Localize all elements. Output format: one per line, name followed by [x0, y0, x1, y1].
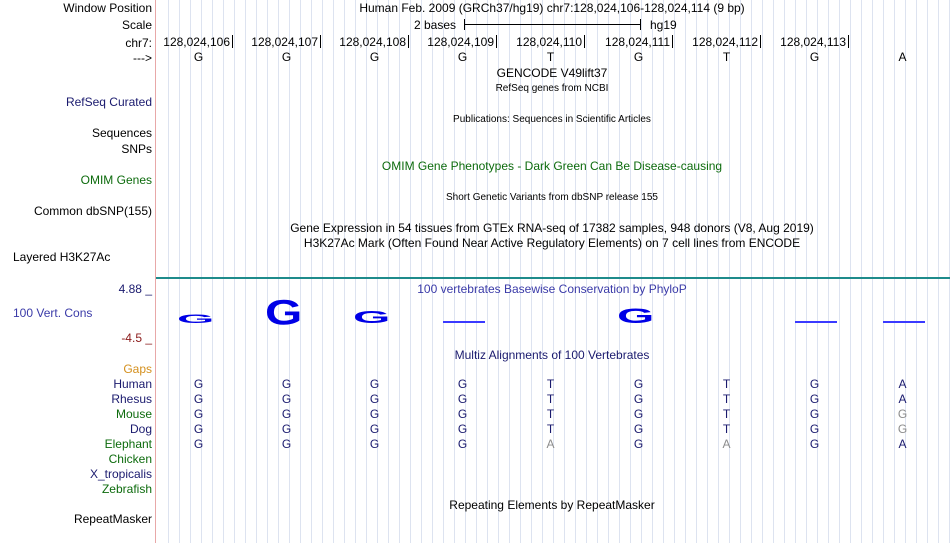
gridline: [245, 0, 246, 543]
gridline: [289, 0, 290, 543]
aligned-base: G: [193, 437, 204, 451]
gridline: [432, 0, 433, 543]
gridline: [674, 0, 675, 543]
aligned-base: G: [457, 437, 468, 451]
conservation-logo-letter: G: [264, 293, 302, 333]
gridline: [322, 0, 323, 543]
gridline: [234, 0, 235, 543]
window-position-label: Window Position: [63, 1, 152, 15]
aligned-base: G: [369, 437, 380, 451]
phylop-track-label[interactable]: 100 Vert. Cons: [13, 306, 93, 320]
base-letter: T: [546, 50, 555, 64]
strand-label: --->: [133, 51, 152, 65]
aligned-base: T: [722, 422, 731, 436]
position-tick: [408, 35, 409, 48]
gridline: [212, 0, 213, 543]
gridline: [190, 0, 191, 543]
h3k27ac-track-label[interactable]: Layered H3K27Ac: [13, 250, 111, 264]
base-letter: G: [633, 50, 644, 64]
gridline: [179, 0, 180, 543]
conservation-logo-letter: G: [352, 307, 390, 328]
phylop-track-title[interactable]: 100 vertebrates Basewise Conservation by PhyloP: [417, 282, 687, 296]
gridline: [465, 0, 466, 543]
gridline: [718, 0, 719, 543]
aligned-base: G: [457, 422, 468, 436]
gencode-track-title[interactable]: GENCODE V49lift37: [496, 66, 608, 80]
gridline: [828, 0, 829, 543]
aligned-base: G: [281, 437, 292, 451]
aligned-base: G: [809, 392, 820, 406]
dbsnp-track-title[interactable]: Short Genetic Variants from dbSNP release 155: [446, 192, 658, 203]
position-tick: [320, 35, 321, 48]
aligned-base: G: [809, 377, 820, 391]
base-letter: G: [457, 50, 468, 64]
position-tick: [496, 35, 497, 48]
gridline: [905, 0, 906, 543]
conservation-logo-letter: G: [616, 304, 654, 329]
aligned-base: G: [633, 407, 644, 421]
gridline: [641, 0, 642, 543]
aligned-base: G: [897, 422, 908, 436]
aligned-base: G: [369, 407, 380, 421]
species-label-chicken[interactable]: Chicken: [108, 452, 152, 466]
gridline: [938, 0, 939, 543]
base-letter: G: [369, 50, 380, 64]
conservation-logo-dash: [883, 321, 925, 323]
repeatmasker-track-title[interactable]: Repeating Elements by RepeatMasker: [449, 498, 655, 512]
gridline: [806, 0, 807, 543]
gridline: [839, 0, 840, 543]
species-label-x_tropicalis[interactable]: X_tropicalis: [89, 467, 152, 481]
conservation-logo-letter: G: [176, 312, 214, 326]
gridline: [267, 0, 268, 543]
dbsnp-track-label[interactable]: Common dbSNP(155): [33, 204, 152, 218]
aligned-base: T: [722, 407, 731, 421]
gridline: [410, 0, 411, 543]
base-letter: G: [193, 50, 204, 64]
gridline: [399, 0, 400, 543]
aligned-base: G: [369, 392, 380, 406]
aligned-base: G: [281, 422, 292, 436]
aligned-base: T: [546, 392, 555, 406]
gridline: [388, 0, 389, 543]
gridline: [454, 0, 455, 543]
gridline: [223, 0, 224, 543]
aligned-base: G: [809, 437, 820, 451]
aligned-base: G: [281, 392, 292, 406]
species-label-dog[interactable]: Dog: [129, 422, 152, 436]
gridline: [784, 0, 785, 543]
aligned-base: G: [897, 407, 908, 421]
position-label: 128,024,106: [163, 35, 230, 49]
species-label-zebrafish[interactable]: Zebrafish: [101, 482, 152, 496]
aligned-base: A: [898, 392, 907, 406]
gridline: [762, 0, 763, 543]
aligned-base: G: [633, 422, 644, 436]
aligned-base: G: [369, 377, 380, 391]
aligned-base: T: [546, 422, 555, 436]
base-letter: T: [722, 50, 731, 64]
gtex-track-title[interactable]: Gene Expression in 54 tissues from GTEx RNA-seq of 17382 samples, 948 donors (V8, Aug 2019): [290, 221, 814, 235]
scale-bar: [464, 24, 640, 25]
sequences-track-label[interactable]: Sequences: [91, 126, 152, 140]
species-label-mouse[interactable]: Mouse: [115, 407, 152, 421]
position-label: 128,024,107: [251, 35, 318, 49]
gridline: [300, 0, 301, 543]
gridline: [443, 0, 444, 543]
aligned-base: G: [281, 407, 292, 421]
conservation-logo-dash: [795, 321, 837, 323]
repeatmasker-track-label[interactable]: RepeatMasker: [73, 512, 152, 526]
window-position-value: Human Feb. 2009 (GRCh37/hg19) chr7:128,024,106-128,024,114 (9 bp): [359, 1, 745, 15]
gridline: [366, 0, 367, 543]
gridline: [663, 0, 664, 543]
position-tick: [848, 35, 849, 48]
aligned-base: A: [546, 437, 555, 451]
aligned-base: G: [633, 377, 644, 391]
refseq-track-label[interactable]: RefSeq Curated: [65, 95, 152, 109]
scale-assembly: hg19: [650, 18, 677, 32]
gridline: [795, 0, 796, 543]
gridline: [861, 0, 862, 543]
aligned-base: G: [809, 407, 820, 421]
gridline: [685, 0, 686, 543]
aligned-base: G: [281, 377, 292, 391]
aligned-base: G: [457, 377, 468, 391]
aligned-base: G: [193, 377, 204, 391]
chromosome-label: chr7:: [125, 36, 152, 50]
position-label: 128,024,109: [427, 35, 494, 49]
species-label-human[interactable]: Human: [113, 377, 152, 391]
position-label: 128,024,108: [339, 35, 406, 49]
base-letter: G: [809, 50, 820, 64]
gridline: [630, 0, 631, 543]
gridline: [751, 0, 752, 543]
multiz-track-title[interactable]: Multiz Alignments of 100 Vertebrates: [454, 348, 650, 362]
gridline: [916, 0, 917, 543]
aligned-base: G: [457, 392, 468, 406]
phylop-min-value: -4.5 _: [121, 331, 152, 345]
scale-label: Scale: [121, 18, 152, 32]
aligned-base: G: [809, 422, 820, 436]
scale-value: 2 bases: [414, 18, 457, 32]
aligned-base: G: [193, 422, 204, 436]
gaps-track-label[interactable]: Gaps: [123, 362, 152, 376]
gridline: [773, 0, 774, 543]
omim-track-label[interactable]: OMIM Genes: [80, 173, 152, 187]
aligned-base: G: [193, 392, 204, 406]
position-tick: [672, 35, 673, 48]
species-label-elephant[interactable]: Elephant: [104, 437, 152, 451]
aligned-base: G: [369, 422, 380, 436]
gridline: [883, 0, 884, 543]
scale-bar-left-cap: [464, 19, 465, 30]
position-tick: [760, 35, 761, 48]
gridline: [927, 0, 928, 543]
aligned-base: T: [722, 377, 731, 391]
aligned-base: A: [722, 437, 731, 451]
gridline: [377, 0, 378, 543]
gridline: [740, 0, 741, 543]
gridline: [872, 0, 873, 543]
base-letter: G: [281, 50, 292, 64]
position-tick: [232, 35, 233, 48]
aligned-base: A: [898, 437, 907, 451]
aligned-base: G: [457, 407, 468, 421]
gridline: [168, 0, 169, 543]
aligned-base: T: [546, 407, 555, 421]
base-letter: A: [898, 50, 907, 64]
omim-track-title[interactable]: OMIM Gene Phenotypes - Dark Green Can Be Disease-causing: [381, 159, 723, 173]
gridline: [817, 0, 818, 543]
gridline: [355, 0, 356, 543]
position-label: 128,024,113: [780, 35, 846, 49]
track-separator: [156, 277, 950, 279]
gridline: [421, 0, 422, 543]
phylop-max-value: 4.88 _: [118, 282, 152, 296]
gridline: [333, 0, 334, 543]
aligned-base: G: [633, 437, 644, 451]
gridline: [696, 0, 697, 543]
publications-track-title[interactable]: Publications: Sequences in Scientific Articles: [453, 114, 651, 125]
aligned-base: G: [193, 407, 204, 421]
aligned-base: T: [546, 377, 555, 391]
aligned-base: G: [633, 392, 644, 406]
h3k27ac-track-title[interactable]: H3K27Ac Mark (Often Found Near Active Regulatory Elements) on 7 cell lines from ENCODE: [303, 236, 801, 250]
conservation-logo-dash: [443, 321, 485, 323]
scale-bar-right-cap: [640, 19, 641, 30]
gridline: [850, 0, 851, 543]
gridline: [894, 0, 895, 543]
gridline: [476, 0, 477, 543]
aligned-base: T: [722, 392, 731, 406]
position-label: 128,024,112: [692, 35, 758, 49]
position-label: 128,024,111: [605, 35, 670, 49]
gridline: [487, 0, 488, 543]
gridline: [652, 0, 653, 543]
refseq-track-title[interactable]: RefSeq genes from NCBI: [495, 83, 609, 94]
aligned-base: A: [898, 377, 907, 391]
snps-track-label[interactable]: SNPs: [121, 142, 152, 156]
gridline: [311, 0, 312, 543]
gridline: [201, 0, 202, 543]
gridline: [256, 0, 257, 543]
left-label-divider: [155, 0, 156, 543]
gridline: [729, 0, 730, 543]
gridline: [344, 0, 345, 543]
position-label: 128,024,110: [516, 35, 582, 49]
species-label-rhesus[interactable]: Rhesus: [111, 392, 152, 406]
position-tick: [584, 35, 585, 48]
gridline: [278, 0, 279, 543]
gridline: [707, 0, 708, 543]
gridline: [619, 0, 620, 543]
